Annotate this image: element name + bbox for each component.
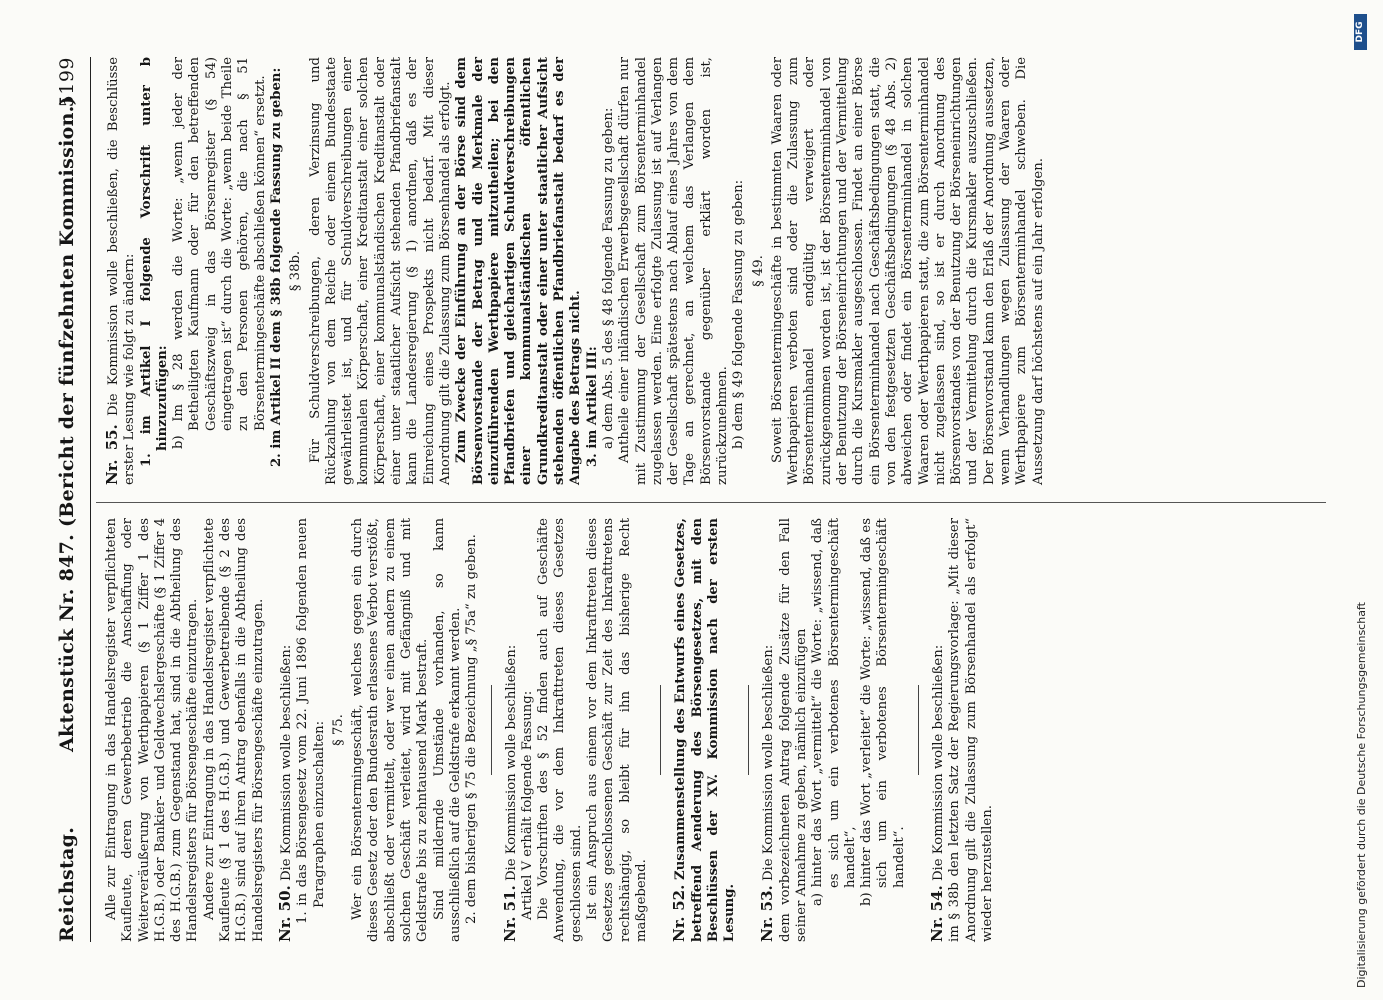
entry-lead: Die Kommission wolle beschließen: bbox=[761, 644, 777, 882]
entry-text: Ist ein Anspruch aus einem vor dem Inkrafttreten dieses Gesetzes geschlossenen Geschäft zur Zeit des Inkrafttretens rechtshängig, so bleibt für ihn das bisherige Recht maßgebend. bbox=[585, 518, 649, 942]
section-text: Antheile einer inländischen Erwerbsgesellschaft dürfen nur mit Zustimmung der Gesellschaft zum Börsenterminhandel zugelassen werden. Eine erfolgte Zulassung ist auf Verlangen der Gesellschaft spätestens nach Ablauf eines Jahres von dem Tage an gerechnet, an welchem das Verlangen dem Börsenvorstande gegenüber erklärt worden ist, zurückzunehmen. bbox=[617, 57, 730, 485]
list-item: b) Im § 28 werden die Worte: „wenn jeder der Betheiligten Kaufmann oder für den betreffenden Geschäftszweig in das Börsenregister (§ 54) eingetragen ist“ durch die Worte: „wenn beide Theile zu den Personen gehören, die nach § 51 Börsentermingeschäfte abschließen können“ ersetzt. bbox=[171, 57, 268, 449]
section-heading: § 75. bbox=[330, 714, 346, 746]
divider bbox=[748, 685, 749, 775]
entry-nr52 bbox=[671, 518, 738, 942]
list-item: b) dem § 49 folgende Fassung zu geben: bbox=[731, 179, 747, 449]
section-heading: § 38b. bbox=[288, 250, 304, 292]
divider bbox=[918, 685, 919, 775]
page-header bbox=[52, 57, 91, 942]
entry-number: Nr. 53. bbox=[758, 885, 777, 942]
entry-number: Nr. 52. bbox=[670, 884, 689, 942]
entry-lead: Die Kommission wolle beschließen: bbox=[278, 644, 294, 882]
section-text: Soweit Börsentermingeschäfte in bestimmten Waaren oder Werthpapieren verboten sind oder die Zulassung zum Börsenterminhandel endgültig verweigert oder zurückgenommen worden ist, ist der Börsenterminhandel von der Benutzung der Börseneinrichtungen und der Vermittelung durch die Kursmakler ausgeschlossen. Findet an einer Börse ein Börsenterminhandel nach Geschäftsbedingungen statt, die von den festgesetzten Geschäftsbedingungen (§ 48 Abs. 2) abweichen oder findet ein Börsenterminhandel in solchen Waaren oder Werthpapieren statt, die zum Börsenterminhandel nicht zugelassen sind, so ist er durch Anordnung des Börsenvorstandes von der Benutzung der Börseneinrichtungen und der Vermittelung durch die Kursmakler auszuschließen. Der Börsenvorstand kann den Erlaß der Anordnung aussetzen, wenn Verhandlungen wegen Zulassung der Waaren oder Werthpapiere zum Börsenterminhandel schweben. Die Aussetzung darf höchstens auf ein Jahr erfolgen. bbox=[769, 57, 1046, 485]
entry-nr50 bbox=[277, 518, 481, 942]
entry-text: im § 38b den letzten Satz der Regierungsvorlage: „Mit dieser Anordnung gilt die Zulassung zum Börsenhandel als erfolgt“ wieder herzustellen. bbox=[947, 518, 995, 942]
divider bbox=[491, 685, 492, 775]
header-left: Reichstag. bbox=[56, 826, 78, 942]
list-item: a) dem Abs. 5 des § 48 folgende Fassung zu geben: bbox=[600, 107, 616, 449]
intro-paragraph: Alle zur Eintragung in das Handelsregister verpflichteten Kaufleute, deren Gewerbebetrieb die Anschaffung oder Weiterveräußerung von Werthpapieren (§ 1 Ziffer 1 des H.G.B.) oder Bankier- und Geldwechslergeschäfte (§ 1 Ziffer 4 des H.G.B.) zum Gegenstand hat, sind in die Abtheilung des Handelsregisters für Börsengeschäfte einzutragen. bbox=[104, 518, 201, 942]
entry-nr55 bbox=[104, 57, 1047, 485]
list-item: b) hinter das Wort „verleitet“ die Worte: „wissend, daß es sich um ein verbotenes Börsentermingeschäft handelt“. bbox=[859, 518, 907, 906]
list-item: 1. in das Börsengesetz vom 22. Juni 1896 folgenden neuen Paragraphen einzuschalten: bbox=[295, 518, 327, 924]
list-item: a) hinter das Wort „vermittelt“ die Worte: „wissend, daß es sich um ein verbotenes Börsentermingeschäft handelt“, bbox=[810, 518, 858, 906]
entry-nr54 bbox=[929, 518, 996, 942]
list-item: 2. dem bisherigen § 75 die Bezeichnung „§ 75a“ zu geben. bbox=[464, 534, 480, 924]
digitization-text: Digitalisierung gefördert durch die Deutsche Forschungsgemeinschaft bbox=[1355, 602, 1368, 988]
section-text: Zum Zwecke der Einführung an der Börse sind dem Börsenvorstande der Betrag und die Merkmale der einzuführenden Werthpapiere mitzutheilen; bei den Pfandbriefen und gleichartigen Schuldverschreibungen einer kommunalständischen öffentlichen Grundkreditanstalt oder einer unter staatlicher Aufsicht stehenden öffentlichen Pfandbriefanstalt bedarf es der Angabe des Betrags nicht. bbox=[454, 57, 584, 485]
intro-paragraph: Andere zur Eintragung in das Handelsregister verpflichtete Kaufleute (§ 1 des H.G.B.) und Gewerbetreibende (§ 2 des H.G.B.) sind auf ihren Antrag ebenfalls in die Abtheilung des Handelsregisters für Börsengeschäfte einzutragen. bbox=[201, 518, 266, 942]
entry-title: Zusammenstellung des Entwurfs eines Gesetzes, betreffend Aenderung des Börsengesetzes, mit den Beschlüssen der XV. Kommission nach der ersten Lesung. bbox=[673, 518, 738, 942]
list-item: 1. im Artikel I folgende Vorschrift unter b hinzuzufügen: bbox=[138, 57, 170, 467]
right-column bbox=[104, 57, 1324, 485]
left-column bbox=[104, 518, 1324, 942]
section-text: Für Schuldverschreibungen, deren Verzinsung und Rückzahlung von dem Reiche oder einem Bundesstaate gewährleistet ist, und für Schuldverschreibungen einer kommunalen Körperschaft, einer Kreditanstalt einer solchen Körperschaft, einer kommunalständischen Kreditanstalt oder einer unter staatlicher Aufsicht stehenden Pfandbriefanstalt kann die Landesregierung (§ 1) anordnen, daß es der Einreichung eines Prospekts nicht bedarf. Mit dieser Anordnung gilt die Zulassung zum Börsenhandel als erfolgt. bbox=[307, 57, 453, 485]
entry-lead: Die Kommission wolle beschließen, die Beschlüsse erster Lesung wie folgt zu ändern: bbox=[106, 57, 138, 485]
entry-number: Nr. 54. bbox=[928, 885, 947, 942]
entry-number: Nr. 51. bbox=[500, 885, 519, 942]
list-item: 3. im Artikel III: bbox=[584, 346, 600, 467]
entry-lead: Die Kommission wolle beschließen: bbox=[931, 644, 947, 882]
entry-text: dem vorbezeichneten Antrag folgende Zusätze für den Fall seiner Annahme zu geben, nämlich einzufügen bbox=[777, 518, 809, 942]
entry-nr51 bbox=[502, 518, 651, 942]
entry-number: Nr. 55. bbox=[103, 424, 121, 485]
list-item: 2. im Artikel II dem § 38b folgende Fassung zu geben: bbox=[268, 67, 284, 467]
section-text: Sind mildernde Umstände vorhanden, so kann ausschließlich auf die Geldstrafe erkannt werden. bbox=[431, 518, 463, 942]
header-title: Aktenstück Nr. 847. (Bericht der fünfzehnten Kommission.) bbox=[56, 96, 78, 752]
section-heading: § 49. bbox=[750, 255, 766, 287]
entry-number: Nr. 50. bbox=[275, 885, 294, 942]
section-text: Wer ein Börsentermingeschäft, welches gegen ein durch dieses Gesetz oder den Bundesrath erlassenes Verbot verstößt, abschließt oder vermittelt, oder wer einen andern zu einem solchen Geschäft verleitet, wird mit Gefängniß und mit Geldstrafe bis zu zehntausend Mark bestraft. bbox=[350, 518, 431, 942]
digitization-note bbox=[1352, 0, 1374, 1000]
entry-lead: Die Kommission wolle beschließen: bbox=[503, 644, 519, 882]
page-number: 5199 bbox=[56, 57, 78, 108]
entry-text: Die Vorschriften des § 52 finden auch auf Geschäfte Anwendung, die vor dem Inkrafttreten dieses Gesetzes geschlossen sind. bbox=[536, 518, 584, 942]
entry-text: Artikel V erhält folgende Fassung: bbox=[519, 690, 535, 920]
divider bbox=[660, 685, 661, 775]
dfg-logo: DFG bbox=[1354, 14, 1367, 50]
entry-nr53 bbox=[759, 518, 908, 942]
column-divider bbox=[96, 502, 1326, 503]
